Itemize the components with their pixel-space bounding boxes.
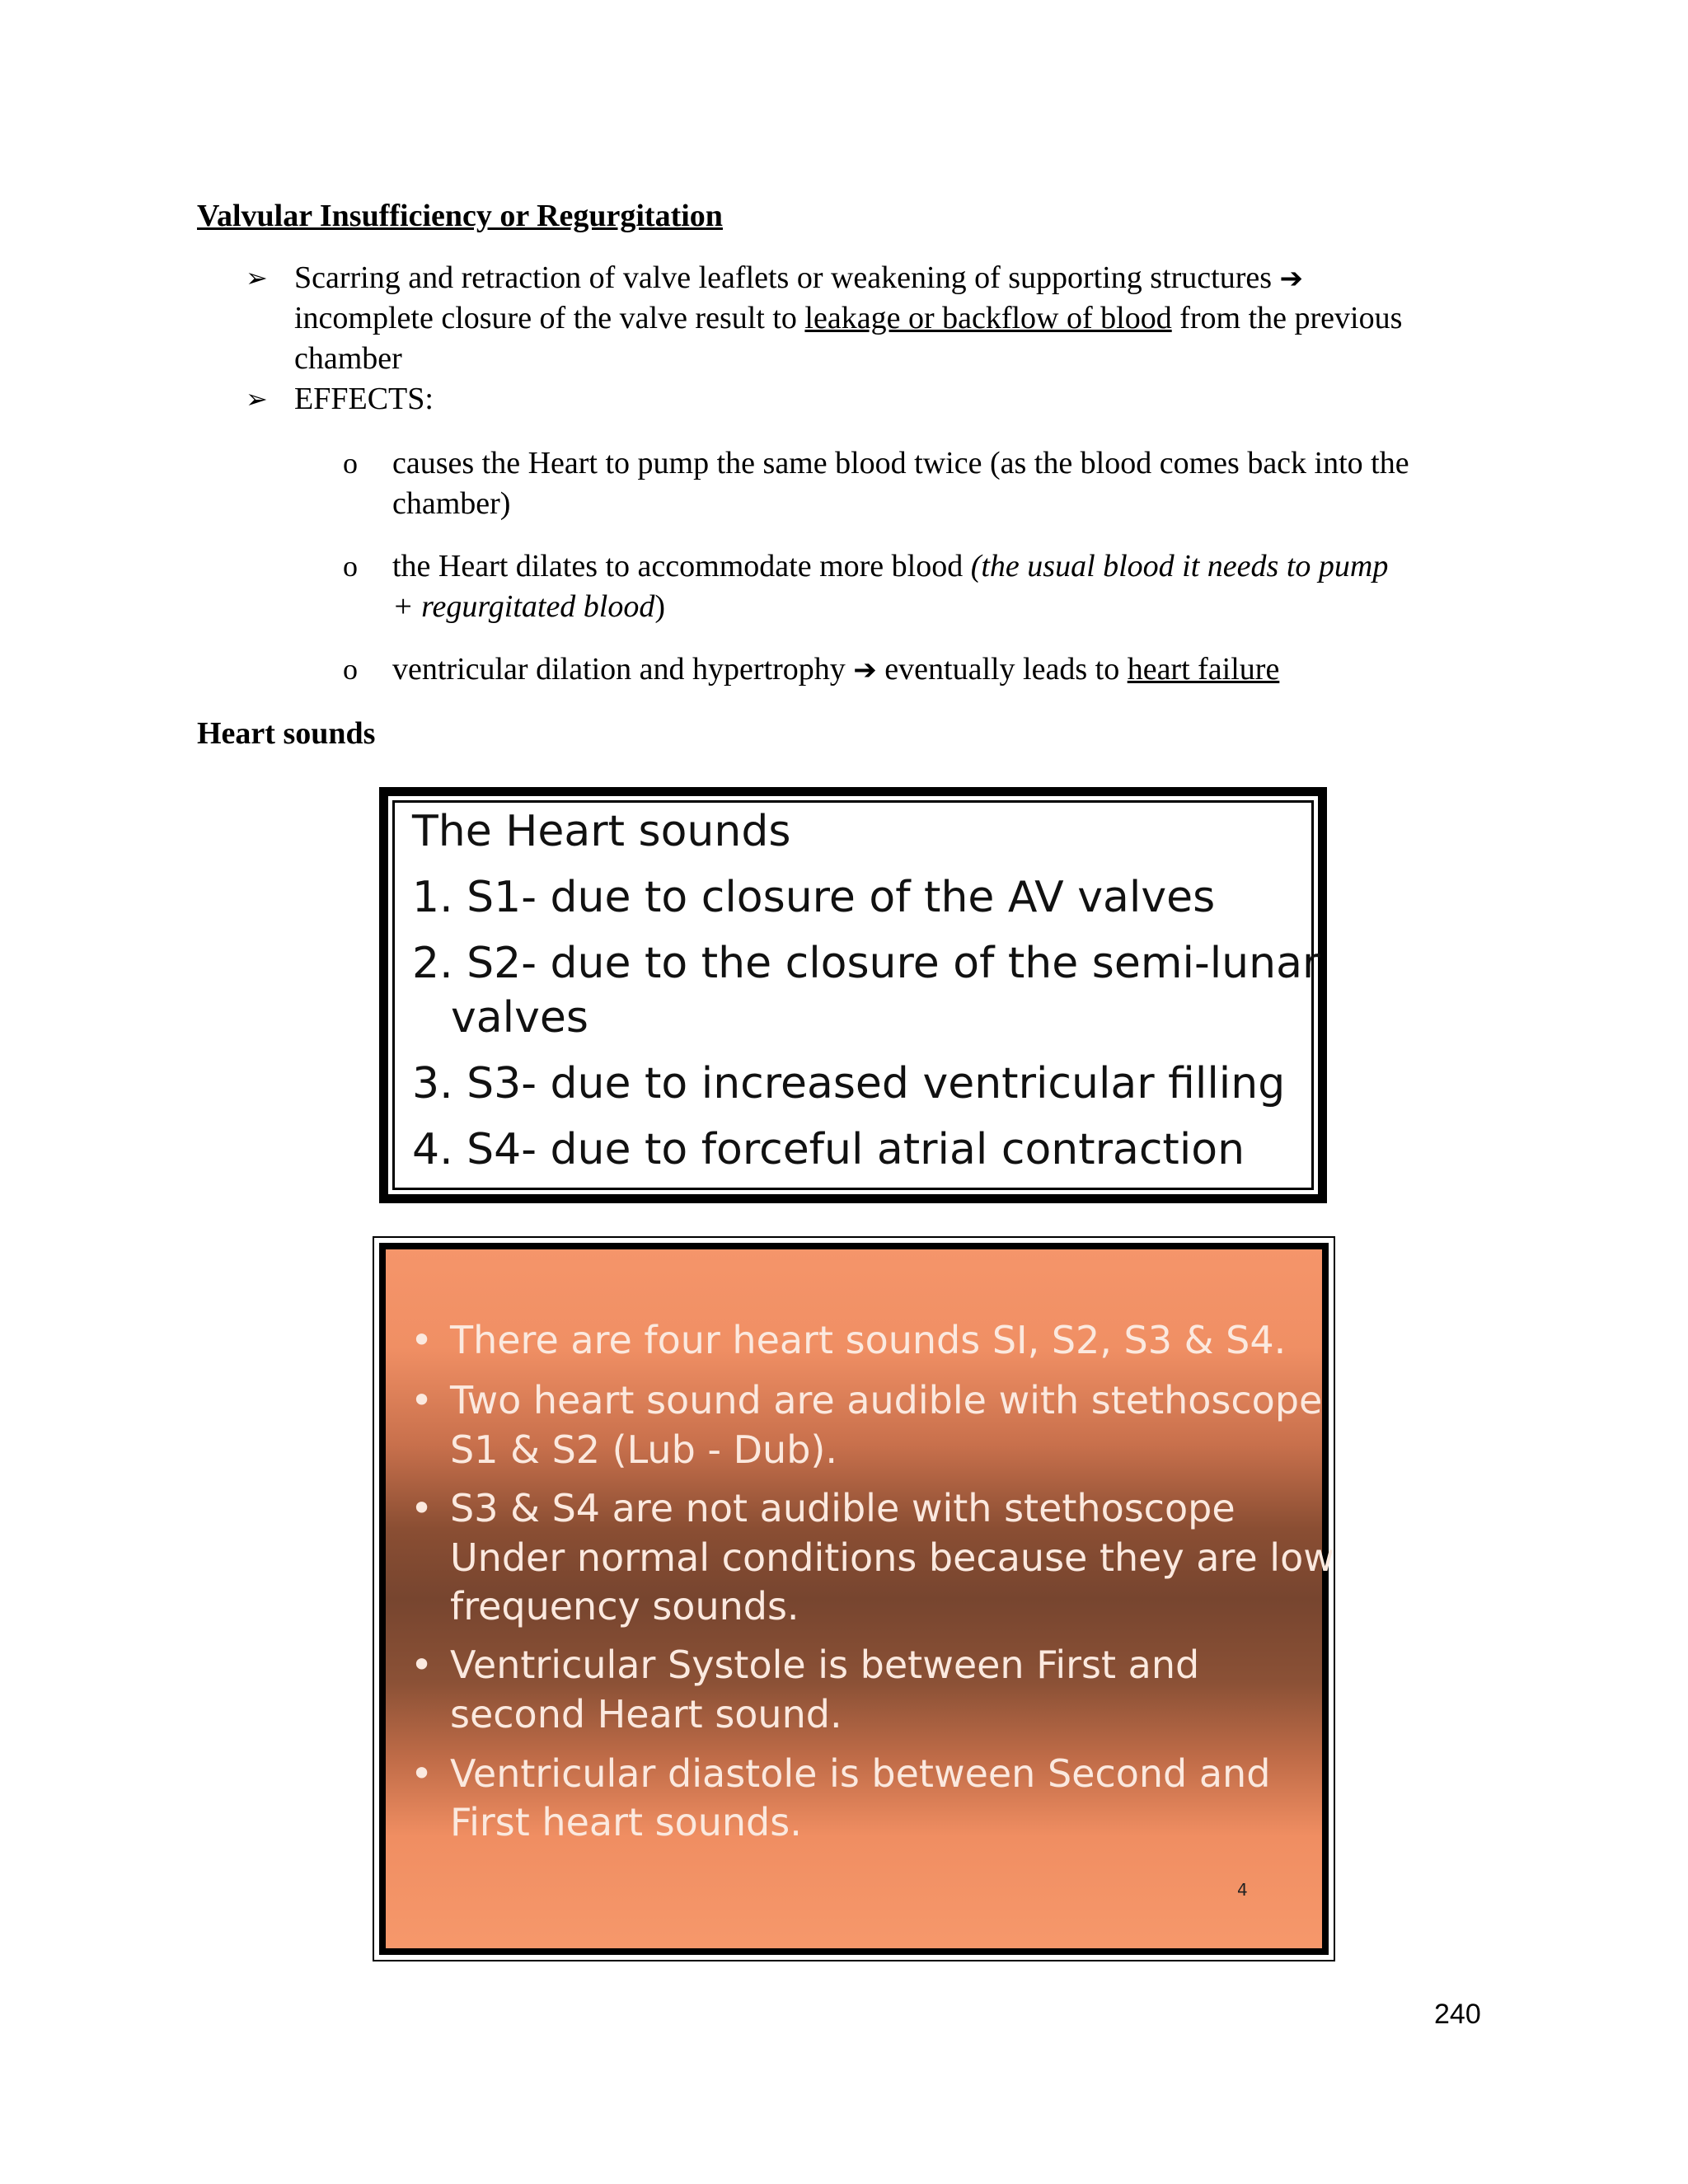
page-number: 240 xyxy=(1434,1999,1481,2030)
dot-bullet-icon: • xyxy=(410,1378,434,1422)
slide-2-bullet-4-cont: second Heart sound. xyxy=(450,1692,842,1736)
slide-2-bullet-3: S3 & S4 are not audible with stethoscope xyxy=(450,1486,1236,1530)
slide-2-frame xyxy=(379,1243,1334,1955)
slide-1-item-2: 2. S2- due to the closure of the semi-lunar xyxy=(412,939,1320,988)
effect-3: ventricular dilation and hypertrophy ➔ eventually leads to heart failure xyxy=(392,652,1280,687)
underlined-heart-failure: heart failure xyxy=(1127,652,1280,687)
effects-label: EFFECTS: xyxy=(294,382,434,416)
slide-2-bullet-3-cont: Under normal conditions because they are low xyxy=(450,1535,1334,1580)
slide-2-bullet-1: There are four heart sounds SI, S2, S3 & S4. xyxy=(450,1318,1287,1362)
dot-bullet-icon: • xyxy=(410,1486,434,1530)
slide-2-bullet-2: Two heart sound are audible with stethoscope xyxy=(450,1378,1323,1422)
slide-1-item-2-cont: valves xyxy=(451,993,588,1043)
underlined-leakage: leakage or backflow of blood xyxy=(804,301,1172,335)
section-heading: Valvular Insufficiency or Regurgitation xyxy=(197,199,723,233)
heart-sounds-slide xyxy=(379,787,1327,1203)
circle-bullet-icon: o xyxy=(343,447,358,480)
slide-1-item-4: 4. S4- due to forceful atrial contraction xyxy=(412,1125,1245,1174)
slide-1-item-1: 1. S1- due to closure of the AV valves xyxy=(412,873,1216,922)
heart-sounds-facts-slide xyxy=(373,1236,1335,1961)
slide-2-bullet-3-cont2: frequency sounds. xyxy=(450,1584,799,1629)
effect-1-line-2: chamber) xyxy=(392,486,511,521)
right-arrow-icon: ➔ xyxy=(1279,262,1304,295)
slide-1-title: The Heart sounds xyxy=(412,807,791,856)
circle-bullet-icon: o xyxy=(343,550,358,583)
effect-1-line-1: causes the Heart to pump the same blood twice (as the blood comes back into the xyxy=(392,446,1409,480)
slide-1-item-3: 3. S3- due to increased ventricular filling xyxy=(412,1059,1286,1108)
heart-sounds-heading: Heart sounds xyxy=(197,716,376,751)
dot-bullet-icon: • xyxy=(410,1318,434,1362)
slide-2-bullet-5-cont: First heart sounds. xyxy=(450,1800,802,1844)
slide-number: 4 xyxy=(1237,1880,1248,1900)
arrowhead-bullet-icon: ➢ xyxy=(246,262,268,293)
slide-2-bullet-5: Ventricular diastole is between Second and xyxy=(450,1751,1271,1796)
slide-2-bullet-2-cont: S1 & S2 (Lub - Dub). xyxy=(450,1427,837,1472)
circle-bullet-icon: o xyxy=(343,653,358,686)
arrowhead-bullet-icon: ➢ xyxy=(246,383,268,415)
right-arrow-icon: ➔ xyxy=(853,654,877,687)
effect-2-line-1: the Heart dilates to accommodate more blood (the usual blood it needs to pump xyxy=(392,549,1389,583)
dot-bullet-icon: • xyxy=(410,1643,434,1687)
bullet-1-line-2: incomplete closure of the valve result to leakage or backflow of blood from the previous xyxy=(294,301,1403,335)
effect-2-line-2: + regurgitated blood) xyxy=(392,589,666,624)
dot-bullet-icon: • xyxy=(410,1751,434,1796)
slide-2-bullet-4: Ventricular Systole is between First and xyxy=(450,1643,1200,1687)
bullet-1-line-3: chamber xyxy=(294,341,402,376)
bullet-1-line-1: Scarring and retraction of valve leaflets or weakening of supporting structures ➔ xyxy=(294,260,1304,295)
